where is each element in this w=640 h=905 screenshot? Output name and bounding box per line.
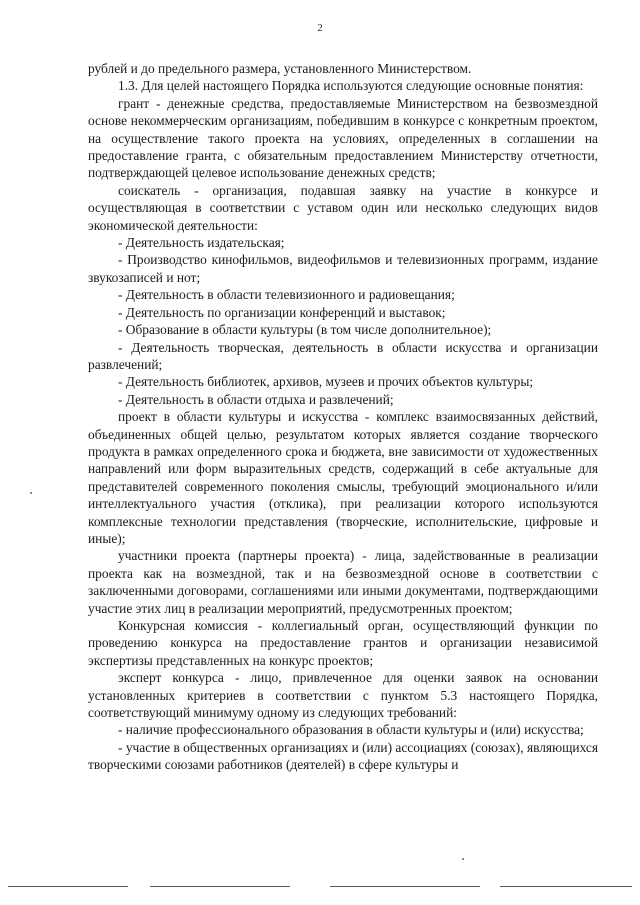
scan-edge-line bbox=[8, 886, 128, 887]
section-heading: 1.3. Для целей настоящего Порядка используются следующие основные понятия: bbox=[118, 78, 584, 94]
definition-grant: грант - денежные средства, предоставляемые Министерством на безвозмездной основе некоммерческим организациям, победившим в конкурсе с конкретным проектом, на осуществление такого проекта на условиях, определенных в соглашении на предоставление гранта, с обязательным предоставлением Министерству отчетности, подтверждающей целевое использование денежных средств; bbox=[88, 95, 598, 181]
list-item: - Производство кинофильмов, видеофильмов и телевизионных программ, издание звукозаписей и нот; bbox=[88, 252, 598, 285]
list-item: - Деятельность творческая, деятельность в области искусства и организации развлечений; bbox=[88, 339, 598, 372]
scan-edge-line bbox=[330, 886, 480, 887]
scan-edge-line bbox=[150, 886, 290, 887]
page-number: 2 bbox=[317, 22, 323, 34]
definition-commission: Конкурсная комиссия - коллегиальный орган, осуществляющий функции по проведению конкурса на предоставление грантов и организации независимой экспертизы представленных на конкурс проектов; bbox=[88, 618, 598, 668]
definition-expert: эксперт конкурса - лицо, привлеченное для оценки заявок на основании установленных критериев в соответствии с пунктом 5.3 настоящего Порядка, соответствующий минимуму одному из следующих требований: bbox=[88, 670, 598, 721]
scan-speck bbox=[30, 492, 32, 494]
list-item: - Деятельность библиотек, архивов, музеев и прочих объектов культуры; bbox=[118, 374, 534, 390]
definition-participants: участники проекта (партнеры проекта) - лица, задействованные в реализации проекта как на возмездной, так и на безвозмездной основе в соответствии с заключенными договорами, соглашениями или иными документами, подтверждающими участие этих лиц в реализации мероприятий, предусмотренных проектом; bbox=[88, 548, 598, 616]
definition-project: проект в области культуры и искусства - комплекс взаимосвязанных действий, объединенных общей целью, результатом которых является создание творческого продукта в рамках определенного срока и бюджета, вне зависимости от художественных направлений или форм выразительных средств, содержащий в себе актуальные для представителей современного поколения смыслы, требующий эмоционального и/или интеллектуального участия (отклика), при реализации которого используются комплексные технологии представления (творческие, исполнительские, цифровые и иные); bbox=[88, 409, 598, 546]
list-item: - Деятельность по организации конференций и выставок; bbox=[118, 304, 446, 320]
scan-speck bbox=[462, 858, 464, 860]
scan-edge-line bbox=[500, 886, 632, 887]
definition-applicant: соискатель - организация, подавшая заявку на участие в конкурсе и осуществляющая в соответствии с уставом один или несколько следующих видов экономической деятельности: bbox=[88, 182, 598, 233]
list-item: - Деятельность в области отдыха и развлечений; bbox=[118, 391, 394, 407]
document-body bbox=[88, 60, 598, 774]
list-item: - Образование в области культуры (в том числе дополнительное); bbox=[118, 322, 492, 338]
list-item: - Деятельность издательская; bbox=[118, 235, 285, 251]
list-item: - наличие профессионального образования в области культуры и (или) искусства; bbox=[118, 722, 584, 738]
list-item: - Деятельность в области телевизионного и радиовещания; bbox=[118, 287, 455, 303]
paragraph: рублей и до предельного размера, установленного Министерством. bbox=[88, 61, 472, 76]
list-item: - участие в общественных организациях и (или) ассоциациях (союзах), являющихся творческими союзами работников (деятелей) в сфере культуры и bbox=[88, 739, 598, 773]
